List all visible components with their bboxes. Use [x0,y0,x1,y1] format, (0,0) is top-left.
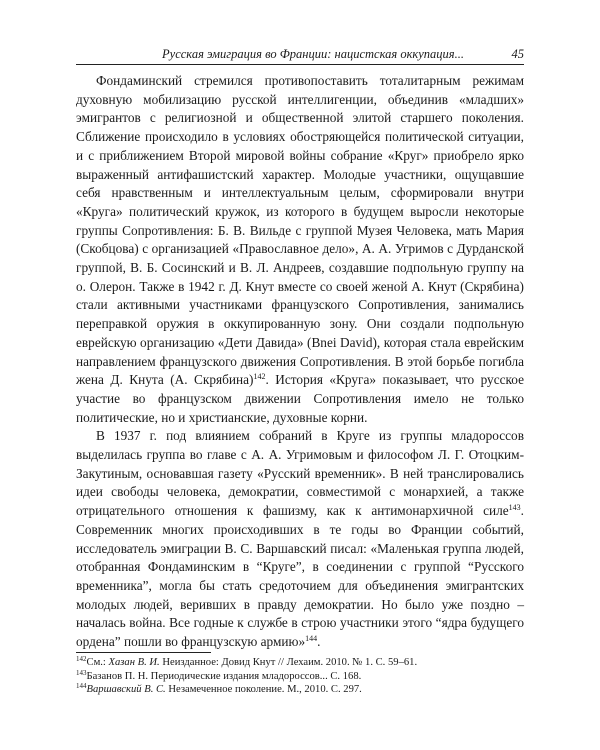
footnote-ref-142[interactable]: 142 [253,372,266,382]
footnote-142 [76,656,524,670]
footnote-author: Варшавский В. С. [86,684,166,696]
footnote-number: 143 [76,668,87,677]
running-title: Русская эмиграция во Франции: нацистская оккупация... [162,47,464,61]
paragraph-2 [76,427,524,651]
paragraph-2-end: . [317,634,321,650]
footnote-author: Хазан В. И. [108,657,160,668]
paragraph-2-text-b: . Современник многих происходивших в те годы во Франции событий, исследователь эмиграции В. С. Варшавский писал: «Маленькая группа людей, отобранная Фондаминским в “Круге”, в соединении с группой “Русского временника”, могла бы стать средоточием для объединения эмигрантских молодых людей, веривших в правду демократии. Но было уже поздно – началась война. Все годные к службе в строю участники этого “ядра будущего ордена” пошли во французскую армию» [76,503,524,650]
footnote-144 [76,683,524,697]
paragraph-1-text-b: . История «Круга» показывает, что русское участие во французском движении Сопротивления имело не только политические, но и христианские, духовные корни. [76,372,525,425]
footnotes [76,656,524,697]
paragraph-2-text-a: В 1937 г. под влиянием собраний в Круге из группы младороссов выделилась группа во главе с А. А. Угримовым и философом Л. Г. Отоцким-Закутиным, основавшая газету «Русский временник». В ней транслировались идеи свободы человека, демократии, совместимой с монархией, а также отрицательного отношения к фашизму, как к антимонархичной силе [76,428,524,519]
footnote-ref-143[interactable]: 143 [508,503,521,513]
footnote-text: Неизданное: Довид Кнут // Лехаим. 2010. № 1. С. 59–61. [159,657,418,668]
main-text [76,72,524,652]
footnote-prefix: См.: [86,657,109,668]
footnote-separator [76,652,211,653]
paragraph-1 [76,72,524,427]
footnote-143 [76,670,524,684]
footnote-number: 144 [76,682,87,691]
footnote-number: 142 [76,655,87,663]
footnote-text: Базанов П. Н. Периодические издания младороссов... С. 168. [86,670,362,682]
running-header [76,46,524,65]
footnote-text: Незамеченное поколение. М., 2010. С. 297. [165,684,362,696]
page-number: 45 [511,47,524,61]
paragraph-1-text-a: Фондаминский стремился противопоставить тоталитарным режимам духовную мобилизацию русской интеллигенции, объединив «младших» эмигрантов с религиозной и общественной элитой старшего поколения. Сближение происходило в условиях обостряющейся политической ситуации, и с приближением Второй мировой войны собрание «Круг» приобрело ярко выраженный антифашистский характер. Молодые участники, ощущавшие себя нравственным и интеллектуальным целым, сформировали внутри «Круга» политический кружок, из которого в будущем выросли некоторые группы Сопротивления: Б. В. Вильде с группой Музея Человека, мать Мария (Скобцова) с организацией «Православное дело», А. А. Угримов с Дурданской группой, В. Б. Сосинский и В. Л. Андреев, создавшие подпольную группу на о. Олерон. Также в 1942 г. Д. Кнут вместе со своей женой А. Кнут (Скрябина) стали активными участниками французского Сопротивления, занимались переправкой оружия в оккупированную зону. Они создали подпольную еврейскую организацию «Дети Давида» (Bnei David), которая стала еврейским направлением французского движения Сопротивления. В этой борьбе погибла жена Д. Кнута (А. Скрябина) [76,73,524,388]
footnote-ref-144[interactable]: 144 [305,634,318,644]
